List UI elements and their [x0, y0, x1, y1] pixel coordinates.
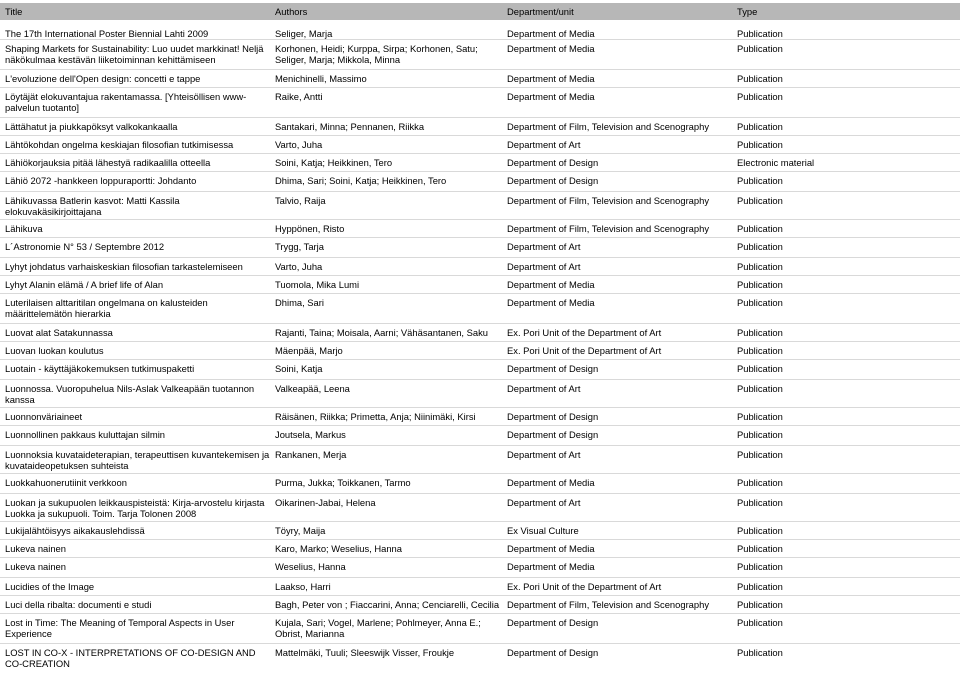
row-divider	[0, 341, 960, 342]
cell-title[interactable]: Lukijalähtöisyys aikakauslehdissä	[5, 525, 145, 536]
cell-authors: Seliger, Marja	[275, 28, 333, 39]
cell-department: Department of Media	[507, 561, 595, 572]
cell-type: Publication	[737, 477, 783, 488]
cell-authors: Dhima, Sari; Soini, Katja; Heikkinen, Tero	[275, 175, 447, 186]
row-divider	[0, 379, 960, 380]
cell-type: Publication	[737, 383, 783, 394]
cell-title[interactable]: Lättähatut ja piukkapöksyt valkokankaalla	[5, 121, 178, 132]
row-divider	[0, 135, 960, 136]
cell-type: Publication	[737, 345, 783, 356]
cell-authors: Korhonen, Heidi; Kurppa, Sirpa; Korhonen, Satu; Seliger, Marja; Mikkola, Minna	[275, 43, 478, 65]
cell-title[interactable]: Luonnossa. Vuoropuhelua Nils-Aslak Valkeapään tuotannon kanssa	[5, 383, 255, 405]
cell-authors: Rajanti, Taina; Moisala, Aarni; Vähäsantanen, Saku	[275, 327, 488, 338]
cell-type: Publication	[737, 28, 783, 39]
cell-department: Department of Film, Television and Scenography	[507, 599, 710, 610]
cell-department: Department of Design	[507, 429, 599, 440]
cell-type: Publication	[737, 581, 783, 592]
cell-title[interactable]: Luokkahuonerutiinit verkkoon	[5, 477, 127, 488]
cell-department: Ex. Pori Unit of the Department of Art	[507, 345, 662, 356]
cell-title[interactable]: Shaping Markets for Sustainability: Luo uudet markkinat! Neljä näkökulmaa kestävän liiketoiminnan kehittämiseen	[5, 43, 264, 65]
row-divider	[0, 613, 960, 614]
cell-title[interactable]: Lyhyt johdatus varhaiskeskian filosofian tarkastelemiseen	[5, 261, 243, 272]
row-divider	[0, 87, 960, 88]
row-divider	[0, 275, 960, 276]
cell-type: Publication	[737, 497, 783, 508]
cell-department: Department of Art	[507, 497, 581, 508]
header-type[interactable]: Type	[737, 6, 758, 17]
cell-department: Department of Art	[507, 383, 581, 394]
row-divider	[0, 39, 960, 40]
row-divider	[0, 577, 960, 578]
cell-department: Department of Design	[507, 363, 599, 374]
cell-department: Department of Media	[507, 73, 595, 84]
cell-type: Publication	[737, 599, 783, 610]
cell-type: Publication	[737, 121, 783, 132]
cell-type: Publication	[737, 195, 783, 206]
row-divider	[0, 293, 960, 294]
cell-authors: Rankanen, Merja	[275, 449, 347, 460]
row-divider	[0, 359, 960, 360]
cell-title[interactable]: Luovat alat Satakunnassa	[5, 327, 113, 338]
cell-department: Department of Media	[507, 477, 595, 488]
cell-department: Department of Media	[507, 43, 595, 54]
cell-department: Department of Media	[507, 543, 595, 554]
cell-authors: Valkeapää, Leena	[275, 383, 350, 394]
cell-department: Ex. Pori Unit of the Department of Art	[507, 327, 662, 338]
row-divider	[0, 219, 960, 220]
cell-type: Publication	[737, 175, 783, 186]
cell-department: Department of Media	[507, 279, 595, 290]
cell-title[interactable]: L'evoluzione dell'Open design: concetti e tappe	[5, 73, 201, 84]
row-divider	[0, 323, 960, 324]
cell-type: Publication	[737, 561, 783, 572]
cell-title[interactable]: L´Astronomie N° 53 / Septembre 2012	[5, 241, 165, 252]
cell-title[interactable]: Lähtökohdan ongelma keskiajan filosofian tutkimisessa	[5, 139, 234, 150]
cell-type: Publication	[737, 543, 783, 554]
row-divider	[0, 539, 960, 540]
cell-authors: Mattelmäki, Tuuli; Sleeswijk Visser, Froukje	[275, 647, 455, 658]
cell-authors: Oikarinen-Jabai, Helena	[275, 497, 376, 508]
header-title[interactable]: Title	[5, 6, 23, 17]
row-divider	[0, 191, 960, 192]
cell-title[interactable]: Lähikuvassa Batlerin kasvot: Matti Kassila elokuvakäsikirjoittajana	[5, 195, 180, 217]
cell-authors: Laakso, Harri	[275, 581, 331, 592]
cell-type: Publication	[737, 449, 783, 460]
row-divider	[0, 153, 960, 154]
cell-department: Department of Design	[507, 647, 599, 658]
cell-authors: Soini, Katja	[275, 363, 323, 374]
row-divider	[0, 643, 960, 644]
cell-title[interactable]: Lucidies of the Image	[5, 581, 95, 592]
cell-authors: Purma, Jukka; Toikkanen, Tarmo	[275, 477, 411, 488]
cell-department: Ex Visual Culture	[507, 525, 579, 536]
cell-authors: Raike, Antti	[275, 91, 323, 102]
row-divider	[0, 117, 960, 118]
row-divider	[0, 257, 960, 258]
row-divider	[0, 425, 960, 426]
cell-type: Publication	[737, 279, 783, 290]
cell-authors: Karo, Marko; Weselius, Hanna	[275, 543, 402, 554]
cell-authors: Dhima, Sari	[275, 297, 324, 308]
cell-type: Publication	[737, 261, 783, 272]
cell-department: Department of Film, Television and Scenography	[507, 223, 710, 234]
cell-title[interactable]: Luonnollinen pakkaus kuluttajan silmin	[5, 429, 165, 440]
cell-authors: Bagh, Peter von ; Fiaccarini, Anna; Cenciarelli, Cecilia	[275, 599, 500, 610]
cell-authors: Soini, Katja; Heikkinen, Tero	[275, 157, 393, 168]
cell-type: Publication	[737, 647, 783, 658]
cell-department: Department of Film, Television and Scenography	[507, 121, 710, 132]
cell-authors: Mäenpää, Marjo	[275, 345, 343, 356]
cell-authors: Varto, Juha	[275, 139, 323, 150]
cell-title[interactable]: Luokan ja sukupuolen leikkauspisteistä: Kirja-arvostelu kirjasta Luokka ja sukupuoli. Toim. Tarja Tolonen 2008	[5, 497, 265, 519]
cell-department: Department of Film, Television and Scenography	[507, 195, 710, 206]
row-divider	[0, 473, 960, 474]
row-divider	[0, 171, 960, 172]
cell-authors: Trygg, Tarja	[275, 241, 324, 252]
cell-department: Department of Art	[507, 241, 581, 252]
cell-title[interactable]: LOST IN CO-X - INTERPRETATIONS OF CO-DESIGN AND CO-CREATION	[5, 647, 256, 669]
cell-type: Publication	[737, 139, 783, 150]
cell-department: Department of Media	[507, 28, 595, 39]
cell-title[interactable]: Lähiö 2072 -hankkeen loppuraportti: Johdanto	[5, 175, 197, 186]
cell-department: Department of Design	[507, 175, 599, 186]
cell-authors: Santakari, Minna; Pennanen, Riikka	[275, 121, 425, 132]
cell-title[interactable]: Lyhyt Alanin elämä / A brief life of Alan	[5, 279, 164, 290]
cell-authors: Tuomola, Mika Lumi	[275, 279, 360, 290]
cell-authors: Varto, Juha	[275, 261, 323, 272]
cell-title[interactable]: Lähiökorjauksia pitää lähestyä radikaalilla otteella	[5, 157, 211, 168]
cell-department: Department of Design	[507, 617, 599, 628]
cell-title[interactable]: Luterilaisen alttaritilan ongelmana on kalusteiden määrittelemätön hierarkia	[5, 297, 208, 319]
cell-department: Department of Media	[507, 91, 595, 102]
cell-authors: Hyppönen, Risto	[275, 223, 345, 234]
cell-department: Department of Art	[507, 261, 581, 272]
cell-title[interactable]: Lukeva nainen	[5, 543, 66, 554]
cell-department: Ex. Pori Unit of the Department of Art	[507, 581, 662, 592]
cell-title[interactable]: Lost in Time: The Meaning of Temporal Aspects in User Experience	[5, 617, 235, 639]
cell-type: Publication	[737, 91, 783, 102]
row-divider	[0, 595, 960, 596]
cell-authors: Joutsela, Markus	[275, 429, 346, 440]
cell-type: Publication	[737, 525, 783, 536]
cell-authors: Töyry, Maija	[275, 525, 326, 536]
cell-title[interactable]: Luotain - käyttäjäkokemuksen tutkimuspaketti	[5, 363, 195, 374]
row-divider	[0, 69, 960, 70]
cell-type: Publication	[737, 241, 783, 252]
cell-type: Publication	[737, 363, 783, 374]
row-divider	[0, 557, 960, 558]
cell-type: Publication	[737, 223, 783, 234]
cell-title[interactable]: Luonnonväriaineet	[5, 411, 83, 422]
row-divider	[0, 521, 960, 522]
cell-authors: Räisänen, Riikka; Primetta, Anja; Niinimäki, Kirsi	[275, 411, 476, 422]
table-header	[0, 3, 960, 20]
cell-type: Publication	[737, 43, 783, 54]
cell-department: Department of Media	[507, 297, 595, 308]
header-authors[interactable]: Authors	[275, 6, 308, 17]
cell-title[interactable]: Lukeva nainen	[5, 561, 66, 572]
header-department[interactable]: Department/unit	[507, 6, 574, 17]
cell-type: Publication	[737, 411, 783, 422]
cell-title[interactable]: Lähikuva	[5, 223, 43, 234]
cell-title[interactable]: Löytäjät elokuvantajua rakentamassa. [Yhteisöllisen www-palvelun tuotanto]	[5, 91, 247, 113]
cell-title[interactable]: Luonnoksia kuvataideterapian, terapeuttisen kuvantekemisen ja kuvataideopetuksen suhteista	[5, 449, 270, 471]
cell-department: Department of Design	[507, 157, 599, 168]
row-divider	[0, 493, 960, 494]
row-divider	[0, 445, 960, 446]
cell-authors: Kujala, Sari; Vogel, Marlene; Pohlmeyer, Anna E.; Obrist, Marianna	[275, 617, 481, 639]
cell-type: Publication	[737, 429, 783, 440]
cell-type: Electronic material	[737, 157, 815, 168]
cell-type: Publication	[737, 327, 783, 338]
cell-title[interactable]: Luci della ribalta: documenti e studi	[5, 599, 152, 610]
row-divider	[0, 407, 960, 408]
cell-type: Publication	[737, 297, 783, 308]
cell-authors: Menichinelli, Massimo	[275, 73, 367, 84]
cell-department: Department of Art	[507, 139, 581, 150]
cell-title[interactable]: The 17th International Poster Biennial Lahti 2009	[5, 28, 209, 39]
row-divider	[0, 237, 960, 238]
cell-title[interactable]: Luovan luokan koulutus	[5, 345, 104, 356]
cell-type: Publication	[737, 617, 783, 628]
cell-authors: Talvio, Raija	[275, 195, 326, 206]
cell-authors: Weselius, Hanna	[275, 561, 346, 572]
cell-department: Department of Design	[507, 411, 599, 422]
cell-type: Publication	[737, 73, 783, 84]
cell-department: Department of Art	[507, 449, 581, 460]
